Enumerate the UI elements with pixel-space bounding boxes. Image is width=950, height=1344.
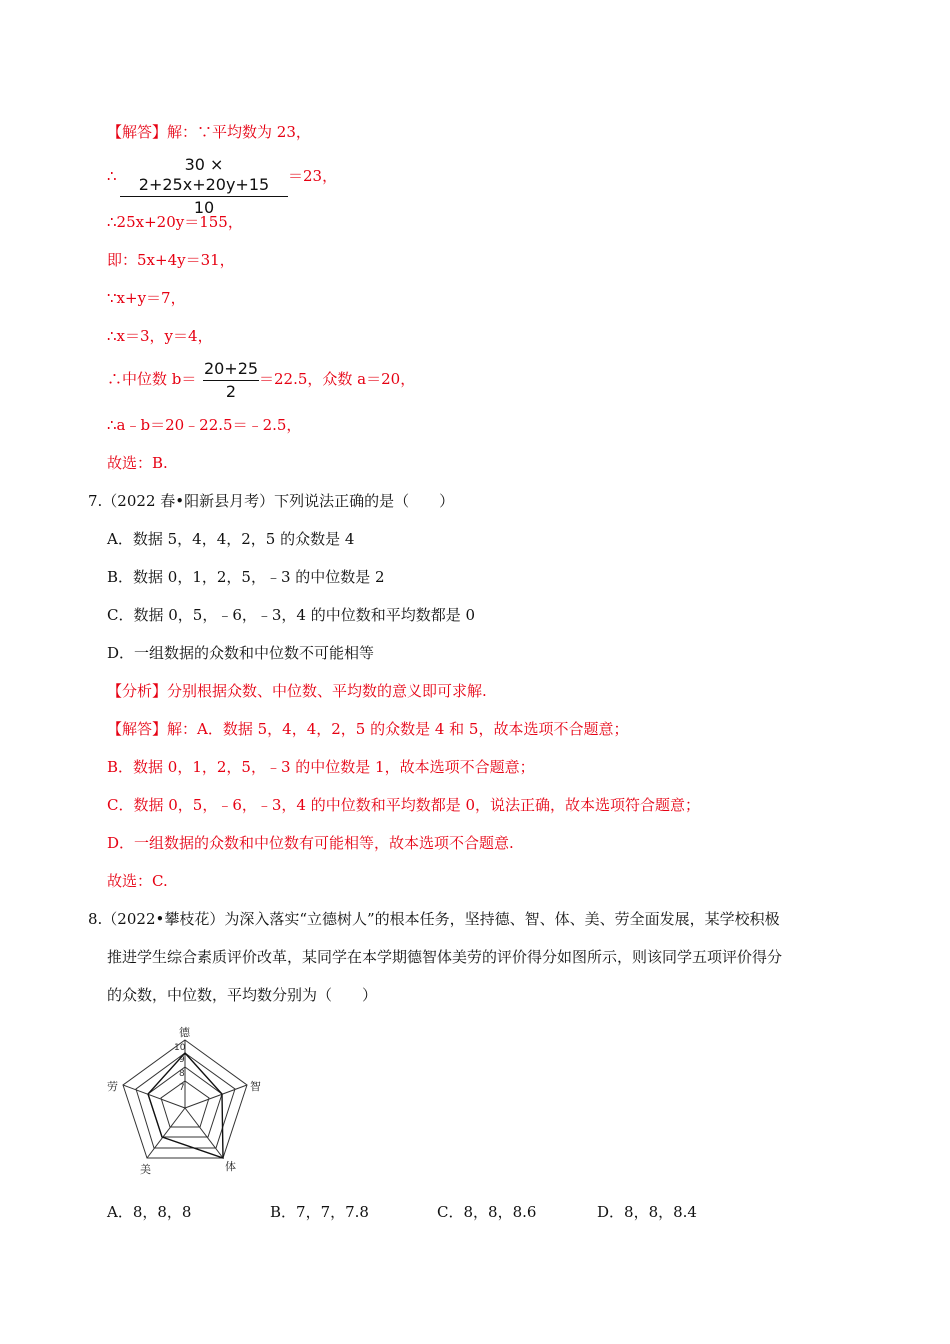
answer-line: C．数据 0，5，﹣6，﹣3，4 的中位数和平均数都是 0，说法正确，故本选项符合题意；: [107, 796, 701, 814]
radar-chart: [100, 1018, 280, 1178]
answer-line: 【解答】解：A．数据 5，4，4，2，5 的众数是 4 和 5，故本选项不合题意；: [107, 720, 629, 738]
radar-axis: [185, 1085, 247, 1108]
axis-label-ti: 体: [225, 1160, 236, 1173]
median-fraction: [203, 359, 259, 402]
fraction-bar: [120, 196, 288, 197]
option-a: A．数据 5，4，4，2，5 的众数是 4: [107, 530, 355, 548]
fraction-numerator: 20+25: [203, 359, 259, 378]
answer-choice: 故选：B.: [107, 454, 168, 472]
equation-line: ∴a﹣b＝20﹣22.5＝﹣2.5，: [107, 416, 302, 434]
equation-line: ∴25x+20y＝155，: [107, 213, 243, 231]
axis-label-lao: 劳: [107, 1080, 118, 1093]
therefore-symbol: ∴: [107, 167, 117, 185]
option-c: C．8，8，8.6: [437, 1203, 537, 1221]
tick-label: 7: [179, 1083, 185, 1093]
equation-line: 即：5x+4y＝31，: [107, 251, 235, 269]
fraction-bar: [203, 380, 259, 381]
axis-label-mei: 美: [140, 1163, 151, 1176]
option-b: B．数据 0，1，2，5，﹣3 的中位数是 2: [107, 568, 385, 586]
tick-label: 8: [179, 1069, 185, 1079]
equation-result: ＝23，: [288, 167, 338, 185]
radar-axis: [123, 1085, 185, 1108]
answer-line: B．数据 0，1，2，5，﹣3 的中位数是 1，故本选项不合题意；: [107, 758, 535, 776]
option-d: D．8，8，8.4: [597, 1203, 697, 1221]
answer-choice: 故选：C.: [107, 872, 168, 890]
option-c: C．数据 0，5，﹣6，﹣3，4 的中位数和平均数都是 0: [107, 606, 476, 624]
fraction-denominator: 2: [225, 382, 237, 401]
median-label: ∴中位数 b＝: [107, 370, 197, 388]
axis-label-de: 德: [179, 1026, 190, 1039]
option-a: A．8，8，8: [107, 1203, 192, 1221]
fraction-denominator: 10: [193, 198, 215, 217]
equation-line: ∵x+y＝7，: [107, 289, 186, 307]
equation-line: ∴x＝3，y＝4，: [107, 327, 213, 345]
mean-fraction: [120, 155, 288, 218]
question-stem: 推进学生综合素质评价改革，某同学在本学期德智体美劳的评价得分如图所示，则该同学五项评价得分: [107, 948, 783, 966]
answer-header: 【解答】解：∵平均数为 23，: [107, 123, 311, 141]
axis-label-zhi: 智: [250, 1080, 261, 1093]
tick-label: 9: [179, 1055, 185, 1065]
median-result: ＝22.5，众数 a＝20，: [259, 370, 416, 388]
question-stem: 7.（2022 春•阳新县月考）下列说法正确的是（ ）: [88, 492, 455, 510]
answer-line: D．一组数据的众数和中位数有可能相等，故本选项不合题意.: [107, 834, 514, 852]
option-b: B．7，7，7.8: [270, 1203, 369, 1221]
analysis: 【分析】分别根据众数、中位数、平均数的意义即可求解.: [107, 682, 487, 700]
question-stem: 8.（2022•攀枝花）为深入落实“立德树人”的根本任务，坚持德、智、体、美、劳全面发展，某学校积极: [88, 910, 780, 928]
question-stem: 的众数，中位数，平均数分别为（ ）: [107, 986, 378, 1004]
option-d: D．一组数据的众数和中位数不可能相等: [107, 644, 375, 662]
tick-label: 10: [174, 1043, 186, 1053]
fraction-numerator: 30 × 2+25x+20y+15: [138, 155, 270, 194]
